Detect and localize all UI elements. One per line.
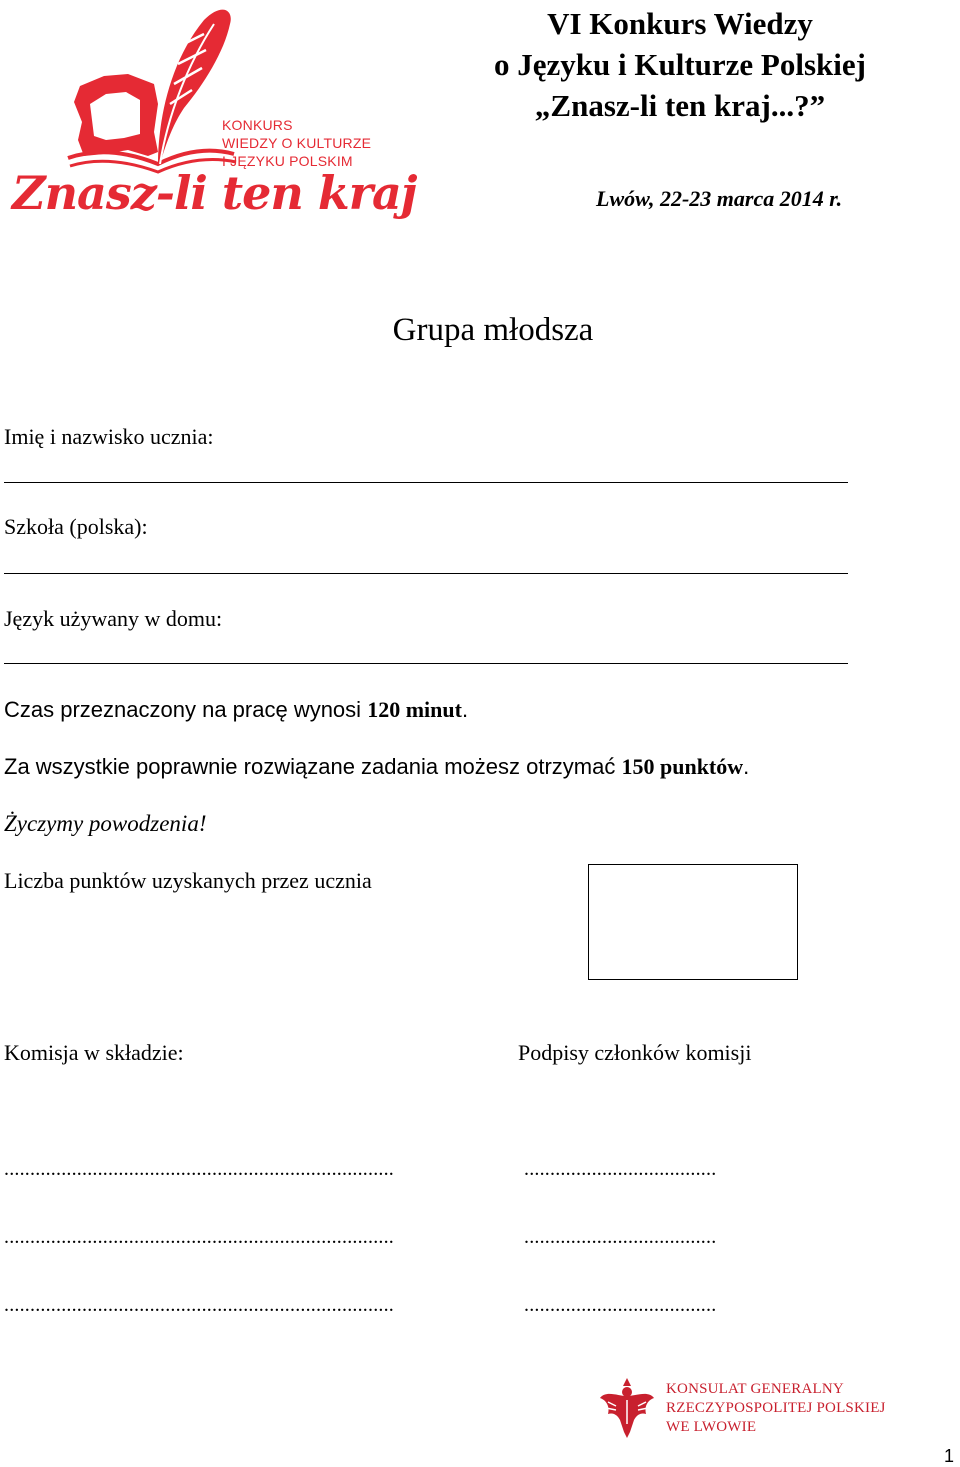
page-number: 1 — [943, 1446, 954, 1466]
group-title: Grupa młodsza — [392, 312, 594, 348]
logo-line-3: I JĘZYKU POLSKIM — [222, 153, 353, 169]
points-instruction — [4, 754, 749, 780]
good-luck-wish: Życzymy powodzenia! — [4, 811, 207, 836]
signature-line-2[interactable]: ..................................... — [524, 1226, 717, 1248]
points-suffix: . — [743, 754, 750, 779]
header-title-line-2: o Języku i Kulturze Polskiej — [494, 47, 866, 82]
student-name-label: Imię i nazwisko ucznia: — [4, 424, 214, 449]
signatures-label: Podpisy członków komisji — [518, 1040, 752, 1065]
header-date: Lwów, 22-23 marca 2014 r. — [596, 186, 843, 211]
time-value: 120 minut — [367, 697, 462, 722]
contest-logo — [8, 4, 417, 230]
school-line[interactable] — [4, 573, 848, 574]
signature-line-1[interactable]: ..................................... — [524, 1158, 717, 1180]
commission-member-line-3[interactable]: ........................................................................... — [4, 1294, 394, 1316]
points-prefix: Za wszystkie poprawnie rozwiązane zadania możesz otrzymać — [4, 754, 616, 779]
commission-member-line-2[interactable]: ........................................................................... — [4, 1226, 394, 1248]
consulate-logo — [596, 1376, 896, 1440]
signature-line-3[interactable]: ..................................... — [524, 1294, 717, 1316]
logo-wordmark: Znasz-li ten kraj — [12, 166, 417, 220]
home-language-label: Język używany w domu: — [4, 606, 223, 631]
commission-member-line-1[interactable]: ........................................................................... — [4, 1158, 394, 1180]
home-language-line[interactable] — [4, 663, 848, 664]
consulate-line-1: KONSULAT GENERALNY — [666, 1381, 844, 1397]
consulate-line-2: RZECZYPOSPOLITEJ POLSKIEJ — [666, 1400, 886, 1416]
school-label: Szkoła (polska): — [4, 514, 148, 539]
time-prefix: Czas przeznaczony na pracę wynosi — [4, 697, 362, 722]
score-label: Liczba punktów uzyskanych przez ucznia — [4, 868, 372, 893]
time-instruction — [4, 697, 468, 723]
points-value: 150 punktów — [621, 754, 744, 779]
score-box[interactable] — [588, 864, 798, 980]
student-name-line[interactable] — [4, 482, 848, 483]
commission-label: Komisja w składzie: — [4, 1040, 184, 1065]
logo-line-2: WIEDZY O KULTURZE — [222, 135, 372, 151]
logo-line-1: KONKURS — [222, 117, 293, 133]
consulate-line-3: WE LWOWIE — [666, 1419, 757, 1435]
time-suffix: . — [461, 697, 469, 722]
header-title-line-3: „Znasz-li ten kraj...?” — [534, 88, 826, 123]
header-title-line-1: VI Konkurs Wiedzy — [547, 6, 813, 41]
polish-eagle-emblem-icon — [596, 1376, 658, 1440]
